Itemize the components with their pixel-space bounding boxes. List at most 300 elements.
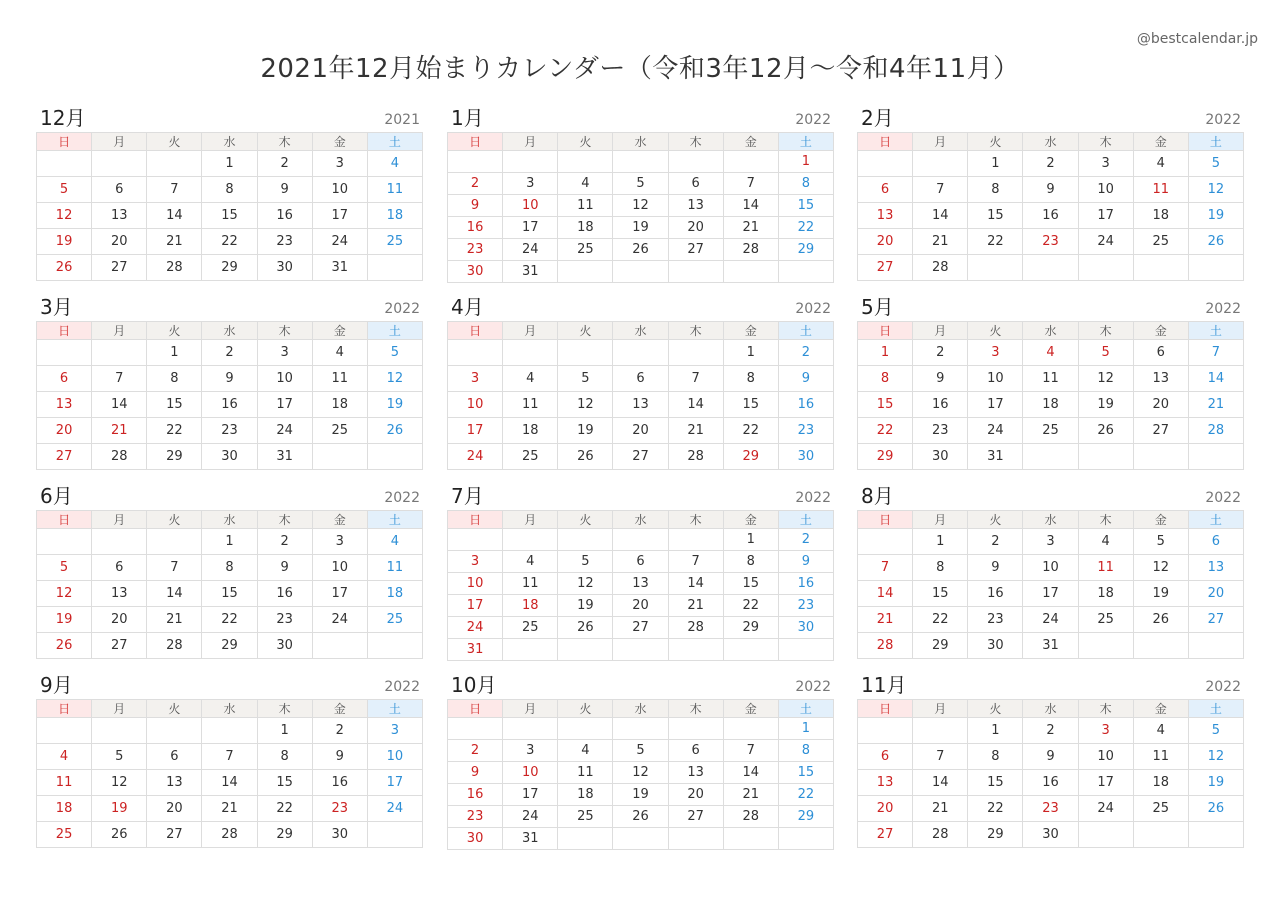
day-cell: 31 (257, 444, 312, 470)
day-cell: 17 (1078, 770, 1133, 796)
day-cell: 8 (858, 366, 913, 392)
day-cell: 1 (723, 529, 778, 551)
day-cell: 10 (257, 366, 312, 392)
day-cell: 29 (723, 617, 778, 639)
day-cell: 21 (668, 595, 723, 617)
day-cell (503, 340, 558, 366)
day-cell: 2 (448, 740, 503, 762)
day-cell (1023, 255, 1078, 281)
day-cell: 18 (558, 217, 613, 239)
day-cell (613, 639, 668, 661)
day-cell: 17 (448, 595, 503, 617)
month-header (857, 675, 1244, 699)
weekday-label: 木 (1078, 322, 1133, 340)
day-cell: 13 (858, 770, 913, 796)
weekday-label: 月 (913, 511, 968, 529)
day-cell: 3 (448, 551, 503, 573)
day-cell: 9 (913, 366, 968, 392)
day-cell: 8 (778, 740, 833, 762)
day-cell: 20 (858, 796, 913, 822)
month-table (447, 510, 834, 661)
day-cell: 25 (503, 444, 558, 470)
month-header (447, 297, 834, 321)
day-cell: 10 (312, 177, 367, 203)
day-cell: 29 (723, 444, 778, 470)
day-cell: 7 (147, 555, 202, 581)
weekday-label: 金 (1133, 322, 1188, 340)
day-cell: 18 (503, 595, 558, 617)
day-cell: 19 (37, 229, 92, 255)
day-cell (1188, 255, 1243, 281)
day-cell: 20 (92, 229, 147, 255)
day-cell: 16 (448, 784, 503, 806)
day-cell (558, 261, 613, 283)
day-cell (312, 444, 367, 470)
day-cell: 6 (37, 366, 92, 392)
day-cell: 10 (1078, 744, 1133, 770)
day-cell (558, 718, 613, 740)
day-cell (37, 151, 92, 177)
day-cell: 13 (92, 203, 147, 229)
day-cell: 26 (613, 806, 668, 828)
weekday-label: 月 (92, 133, 147, 151)
day-cell: 29 (858, 444, 913, 470)
day-cell: 20 (668, 784, 723, 806)
day-cell: 4 (367, 151, 422, 177)
day-cell (503, 529, 558, 551)
weekday-label: 金 (1133, 700, 1188, 718)
weekday-label: 土 (1188, 133, 1243, 151)
day-cell: 9 (257, 555, 312, 581)
week-row (448, 718, 834, 740)
day-cell: 30 (913, 444, 968, 470)
month-name: 4月 (451, 295, 484, 319)
day-cell: 20 (92, 607, 147, 633)
day-cell: 13 (668, 762, 723, 784)
day-cell: 25 (1133, 229, 1188, 255)
day-cell (448, 529, 503, 551)
day-cell: 9 (448, 195, 503, 217)
day-cell: 3 (448, 366, 503, 392)
day-cell (668, 718, 723, 740)
day-cell: 29 (147, 444, 202, 470)
month-table (447, 132, 834, 283)
day-cell: 26 (92, 822, 147, 848)
week-row (448, 806, 834, 828)
weekday-label: 木 (668, 700, 723, 718)
month-year: 2022 (795, 301, 831, 317)
day-cell: 4 (1133, 151, 1188, 177)
weekday-header-row (858, 322, 1244, 340)
week-row (37, 581, 423, 607)
day-cell: 5 (367, 340, 422, 366)
weekday-label: 日 (448, 133, 503, 151)
day-cell: 28 (723, 239, 778, 261)
day-cell: 14 (913, 203, 968, 229)
day-cell: 12 (37, 581, 92, 607)
day-cell: 18 (1023, 392, 1078, 418)
day-cell (367, 822, 422, 848)
week-row (37, 340, 423, 366)
day-cell: 28 (723, 806, 778, 828)
day-cell: 9 (312, 744, 367, 770)
day-cell: 28 (1188, 418, 1243, 444)
day-cell: 25 (367, 229, 422, 255)
day-cell (1133, 633, 1188, 659)
day-cell: 7 (723, 173, 778, 195)
day-cell: 16 (257, 581, 312, 607)
weekday-label: 土 (367, 511, 422, 529)
day-cell: 12 (1188, 177, 1243, 203)
day-cell: 22 (778, 784, 833, 806)
day-cell: 12 (367, 366, 422, 392)
day-cell: 24 (968, 418, 1023, 444)
weekday-label: 日 (858, 133, 913, 151)
weekday-label: 木 (668, 511, 723, 529)
month-year: 2021 (384, 112, 420, 128)
day-cell: 17 (503, 784, 558, 806)
day-cell: 14 (913, 770, 968, 796)
day-cell (1133, 255, 1188, 281)
day-cell: 22 (968, 229, 1023, 255)
day-cell: 31 (1023, 633, 1078, 659)
day-cell: 22 (202, 229, 257, 255)
day-cell: 13 (37, 392, 92, 418)
weekday-label: 金 (312, 511, 367, 529)
weekday-label: 水 (613, 322, 668, 340)
weekday-label: 金 (312, 133, 367, 151)
month-table (36, 699, 423, 848)
day-cell: 5 (558, 551, 613, 573)
week-row (37, 633, 423, 659)
day-cell: 29 (257, 822, 312, 848)
day-cell: 17 (257, 392, 312, 418)
day-cell: 8 (202, 177, 257, 203)
weekday-label: 水 (202, 133, 257, 151)
day-cell: 19 (558, 595, 613, 617)
day-cell: 14 (147, 203, 202, 229)
day-cell (1188, 633, 1243, 659)
day-cell: 6 (613, 551, 668, 573)
day-cell: 17 (312, 203, 367, 229)
week-row (858, 203, 1244, 229)
weekday-label: 火 (558, 133, 613, 151)
day-cell: 3 (503, 173, 558, 195)
day-cell: 6 (668, 173, 723, 195)
week-row (448, 239, 834, 261)
day-cell: 15 (202, 581, 257, 607)
day-cell: 26 (367, 418, 422, 444)
day-cell (367, 255, 422, 281)
day-cell: 23 (257, 229, 312, 255)
day-cell (503, 639, 558, 661)
day-cell: 10 (968, 366, 1023, 392)
month-table (857, 132, 1244, 281)
day-cell: 10 (503, 762, 558, 784)
day-cell: 7 (913, 177, 968, 203)
weekday-label: 金 (1133, 511, 1188, 529)
day-cell (558, 529, 613, 551)
day-cell: 22 (257, 796, 312, 822)
day-cell: 18 (1133, 203, 1188, 229)
day-cell: 20 (613, 595, 668, 617)
weekday-label: 火 (558, 322, 613, 340)
day-cell: 16 (448, 217, 503, 239)
weekday-label: 土 (778, 322, 833, 340)
day-cell (778, 828, 833, 850)
month-header (36, 675, 423, 699)
week-row (858, 177, 1244, 203)
day-cell: 27 (147, 822, 202, 848)
day-cell: 14 (202, 770, 257, 796)
month-year: 2022 (384, 679, 420, 695)
weekday-label: 水 (1023, 133, 1078, 151)
weekday-label: 木 (1078, 700, 1133, 718)
day-cell: 2 (257, 151, 312, 177)
day-cell: 4 (1078, 529, 1133, 555)
day-cell: 5 (37, 177, 92, 203)
day-cell: 30 (778, 617, 833, 639)
month-7 (36, 486, 423, 659)
day-cell: 27 (668, 806, 723, 828)
day-cell (558, 340, 613, 366)
weekday-header-row (37, 322, 423, 340)
day-cell: 24 (312, 607, 367, 633)
day-cell (613, 529, 668, 551)
month-3 (857, 108, 1244, 281)
week-row (448, 595, 834, 617)
day-cell: 13 (92, 581, 147, 607)
week-row (37, 255, 423, 281)
day-cell (723, 828, 778, 850)
day-cell: 23 (968, 607, 1023, 633)
day-cell: 22 (968, 796, 1023, 822)
day-cell: 18 (558, 784, 613, 806)
day-cell (1078, 822, 1133, 848)
weekday-label: 木 (668, 322, 723, 340)
day-cell: 30 (1023, 822, 1078, 848)
day-cell: 14 (858, 581, 913, 607)
weekday-label: 日 (448, 322, 503, 340)
weekday-label: 木 (257, 322, 312, 340)
day-cell: 7 (913, 744, 968, 770)
day-cell: 15 (778, 762, 833, 784)
month-table (447, 699, 834, 850)
week-row (448, 340, 834, 366)
week-row (448, 173, 834, 195)
day-cell: 18 (1133, 770, 1188, 796)
day-cell: 24 (367, 796, 422, 822)
day-cell (1133, 822, 1188, 848)
weekday-label: 水 (1023, 700, 1078, 718)
day-cell: 9 (778, 551, 833, 573)
day-cell: 25 (1078, 607, 1133, 633)
day-cell: 16 (1023, 770, 1078, 796)
week-row (858, 366, 1244, 392)
day-cell: 10 (448, 392, 503, 418)
weekday-label: 木 (257, 133, 312, 151)
week-row (37, 607, 423, 633)
day-cell: 29 (778, 239, 833, 261)
day-cell: 15 (723, 392, 778, 418)
month-9 (857, 486, 1244, 659)
day-cell: 23 (257, 607, 312, 633)
day-cell: 14 (723, 195, 778, 217)
week-row (858, 581, 1244, 607)
day-cell: 24 (1078, 229, 1133, 255)
weekday-label: 月 (913, 700, 968, 718)
week-row (858, 444, 1244, 470)
month-table (447, 321, 834, 470)
week-row (858, 555, 1244, 581)
day-cell: 27 (613, 617, 668, 639)
day-cell: 11 (503, 392, 558, 418)
day-cell: 15 (202, 203, 257, 229)
day-cell: 15 (778, 195, 833, 217)
day-cell: 26 (558, 617, 613, 639)
day-cell: 24 (312, 229, 367, 255)
day-cell: 9 (778, 366, 833, 392)
week-row (858, 151, 1244, 177)
day-cell: 8 (257, 744, 312, 770)
month-12 (857, 675, 1244, 848)
day-cell: 19 (1188, 203, 1243, 229)
day-cell: 22 (202, 607, 257, 633)
week-row (37, 418, 423, 444)
day-cell: 12 (613, 762, 668, 784)
day-cell: 4 (558, 173, 613, 195)
day-cell: 28 (913, 822, 968, 848)
day-cell: 8 (913, 555, 968, 581)
day-cell (668, 151, 723, 173)
day-cell: 16 (778, 573, 833, 595)
month-header (857, 297, 1244, 321)
day-cell: 17 (968, 392, 1023, 418)
day-cell: 20 (858, 229, 913, 255)
day-cell: 4 (37, 744, 92, 770)
day-cell: 20 (613, 418, 668, 444)
month-name: 8月 (861, 484, 894, 508)
day-cell: 24 (257, 418, 312, 444)
day-cell: 20 (37, 418, 92, 444)
day-cell: 11 (503, 573, 558, 595)
weekday-label: 日 (448, 700, 503, 718)
day-cell: 4 (1133, 718, 1188, 744)
day-cell: 12 (613, 195, 668, 217)
day-cell: 8 (968, 744, 1023, 770)
day-cell: 1 (913, 529, 968, 555)
day-cell: 3 (312, 151, 367, 177)
day-cell: 10 (367, 744, 422, 770)
day-cell (668, 529, 723, 551)
day-cell: 11 (367, 555, 422, 581)
day-cell (367, 633, 422, 659)
day-cell: 2 (778, 529, 833, 551)
day-cell: 6 (858, 177, 913, 203)
weekday-label: 水 (202, 700, 257, 718)
day-cell: 2 (778, 340, 833, 366)
day-cell: 12 (1188, 744, 1243, 770)
day-cell: 24 (503, 239, 558, 261)
weekday-label: 木 (257, 700, 312, 718)
day-cell (147, 529, 202, 555)
week-row (858, 229, 1244, 255)
day-cell: 11 (367, 177, 422, 203)
month-table (36, 321, 423, 470)
day-cell: 10 (503, 195, 558, 217)
day-cell: 26 (558, 444, 613, 470)
day-cell: 9 (1023, 177, 1078, 203)
day-cell: 12 (1078, 366, 1133, 392)
day-cell (37, 340, 92, 366)
day-cell: 17 (367, 770, 422, 796)
weekday-label: 土 (778, 133, 833, 151)
day-cell: 19 (367, 392, 422, 418)
weekday-label: 水 (613, 133, 668, 151)
day-cell (913, 151, 968, 177)
month-header (36, 297, 423, 321)
day-cell: 31 (448, 639, 503, 661)
month-5 (447, 297, 834, 470)
day-cell: 2 (448, 173, 503, 195)
week-row (37, 151, 423, 177)
day-cell: 22 (723, 595, 778, 617)
month-name: 12月 (40, 106, 86, 130)
day-cell: 11 (1023, 366, 1078, 392)
day-cell: 26 (37, 255, 92, 281)
week-row (858, 718, 1244, 744)
weekday-header-row (448, 133, 834, 151)
day-cell (147, 151, 202, 177)
day-cell: 17 (448, 418, 503, 444)
weekday-label: 金 (312, 700, 367, 718)
weekday-label: 土 (778, 700, 833, 718)
day-cell: 4 (367, 529, 422, 555)
week-row (448, 529, 834, 551)
week-row (37, 529, 423, 555)
day-cell (1188, 444, 1243, 470)
month-name: 10月 (451, 673, 497, 697)
weekday-label: 木 (1078, 511, 1133, 529)
day-cell (723, 639, 778, 661)
day-cell: 14 (1188, 366, 1243, 392)
day-cell: 24 (1023, 607, 1078, 633)
day-cell: 11 (1133, 744, 1188, 770)
day-cell: 6 (92, 177, 147, 203)
site-watermark: @bestcalendar.jp (1136, 31, 1258, 47)
day-cell: 30 (778, 444, 833, 470)
weekday-label: 金 (723, 511, 778, 529)
day-cell: 6 (858, 744, 913, 770)
day-cell: 26 (1133, 607, 1188, 633)
day-cell: 23 (202, 418, 257, 444)
day-cell: 14 (147, 581, 202, 607)
day-cell: 13 (858, 203, 913, 229)
month-header (447, 675, 834, 699)
week-row (448, 195, 834, 217)
week-row (37, 366, 423, 392)
day-cell: 11 (1133, 177, 1188, 203)
month-name: 6月 (40, 484, 73, 508)
weekday-label: 日 (37, 133, 92, 151)
day-cell (778, 261, 833, 283)
day-cell (503, 151, 558, 173)
week-row (37, 177, 423, 203)
day-cell: 18 (367, 203, 422, 229)
day-cell: 17 (312, 581, 367, 607)
day-cell: 28 (668, 444, 723, 470)
day-cell: 2 (312, 718, 367, 744)
